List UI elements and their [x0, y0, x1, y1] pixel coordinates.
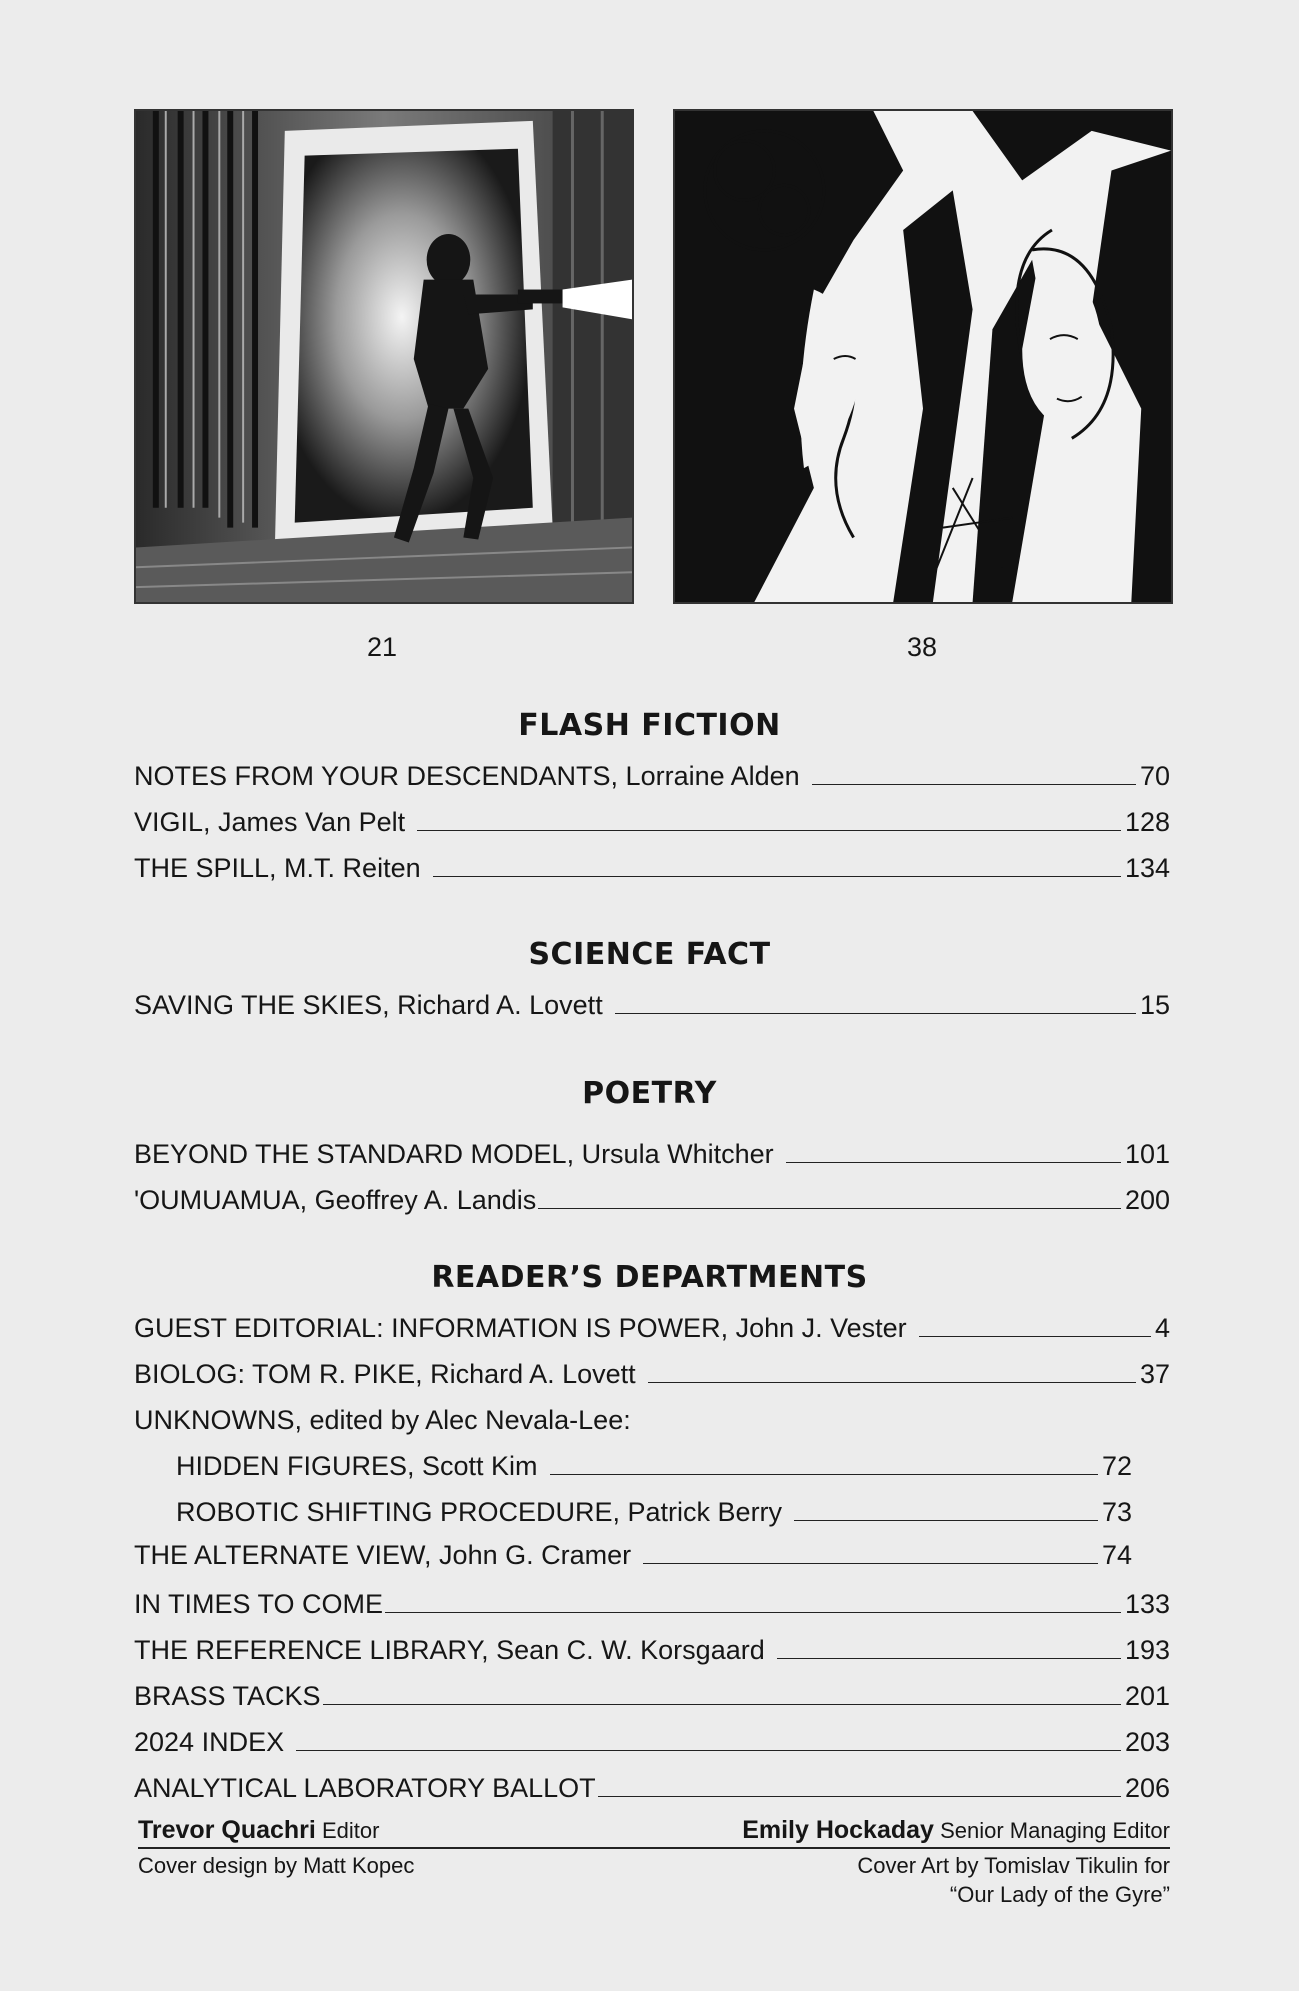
toc-entry-page: 206	[1124, 1773, 1170, 1803]
toc-entry[interactable]	[134, 1770, 1170, 1804]
toc-subentry[interactable]	[176, 1448, 1132, 1482]
toc-entry[interactable]	[134, 1724, 1170, 1758]
toc-entry-page: 70	[1139, 761, 1170, 791]
toc-entry-page: 128	[1124, 807, 1170, 837]
editor-name: Trevor Quachri	[138, 1816, 316, 1844]
toc-entry[interactable]	[134, 1182, 1170, 1216]
toc-entry-title: 'OUMUAMUA, Geoffrey A. Landis	[134, 1185, 537, 1215]
illustration-armored-figure	[134, 109, 634, 604]
toc-entry[interactable]	[134, 1356, 1170, 1390]
illustration-page-number: 21	[366, 632, 398, 662]
toc-entry-page: 4	[1154, 1313, 1170, 1343]
toc-entry-title: THE ALTERNATE VIEW, John G. Cramer	[134, 1540, 632, 1570]
toc-entry[interactable]	[134, 1586, 1170, 1620]
editor-credit	[138, 1816, 379, 1845]
toc-entry-page: 15	[1139, 990, 1170, 1020]
toc-entry-page: 101	[1124, 1139, 1170, 1169]
leader-line	[786, 1162, 1121, 1163]
toc-entry-page: 73	[1101, 1497, 1132, 1527]
toc-entry[interactable]	[134, 1632, 1170, 1666]
toc-entry-title: BRASS TACKS	[134, 1681, 321, 1711]
leader-line	[615, 1013, 1136, 1014]
editor-role: Editor	[321, 1818, 380, 1843]
toc-entry-page: 72	[1101, 1451, 1132, 1481]
toc-entry-title: BIOLOG: TOM R. PIKE, Richard A. Lovett	[134, 1359, 636, 1389]
toc-entry-title: UNKNOWNS, edited by Alec Nevala-Lee:	[134, 1405, 631, 1435]
toc-entry-page: 133	[1124, 1589, 1170, 1619]
cover-art-credit-line2: “Our Lady of the Gyre”	[949, 1882, 1170, 1907]
leader-line	[538, 1208, 1121, 1209]
illustration-two-faces	[673, 109, 1173, 604]
toc-entry-title: IN TIMES TO COME	[134, 1589, 384, 1619]
toc-entry-title: THE SPILL, M.T. Reiten	[134, 853, 421, 883]
leader-line	[417, 830, 1121, 831]
leader-line	[812, 784, 1136, 785]
section-heading-readers-departments: READER’S DEPARTMENTS	[431, 1260, 868, 1295]
toc-entry-title: ANALYTICAL LABORATORY BALLOT	[134, 1773, 596, 1803]
toc-entry-page: 200	[1124, 1185, 1170, 1215]
toc-entry-title: ROBOTIC SHIFTING PROCEDURE, Patrick Berry	[176, 1497, 783, 1527]
section-heading-science-fact: SCIENCE FACT	[528, 937, 771, 972]
toc-entry[interactable]	[134, 804, 1170, 838]
toc-entry[interactable]	[134, 1678, 1170, 1712]
masthead-divider	[138, 1847, 1170, 1849]
toc-entry[interactable]	[134, 987, 1170, 1021]
leader-line	[648, 1382, 1136, 1383]
leader-line	[433, 876, 1121, 877]
leader-line	[919, 1336, 1151, 1337]
section-heading-poetry: POETRY	[582, 1076, 717, 1111]
cover-art-credit-line1: Cover Art by Tomislav Tikulin for	[857, 1853, 1170, 1878]
toc-subentry[interactable]	[176, 1494, 1132, 1528]
leader-line	[598, 1796, 1121, 1797]
toc-entry-title: 2024 INDEX	[134, 1727, 285, 1757]
toc-entry[interactable]	[134, 1136, 1170, 1170]
toc-entry-page: 37	[1139, 1359, 1170, 1389]
managing-editor-name: Emily Hockaday	[742, 1816, 934, 1844]
toc-entry-title: GUEST EDITORIAL: INFORMATION IS POWER, John J. Vester	[134, 1313, 907, 1343]
section-heading-flash-fiction: FLASH FICTION	[518, 708, 781, 743]
toc-entry-group-heading	[134, 1402, 1170, 1436]
leader-line	[777, 1658, 1121, 1659]
toc-entry-page: 134	[1124, 853, 1170, 883]
toc-entry[interactable]	[134, 1310, 1170, 1344]
toc-entry[interactable]	[134, 758, 1170, 792]
toc-entry-title: NOTES FROM YOUR DESCENDANTS, Lorraine Alden	[134, 761, 800, 791]
leader-line	[323, 1704, 1121, 1705]
toc-entry-title: VIGIL, James Van Pelt	[134, 807, 406, 837]
toc-entry-title: SAVING THE SKIES, Richard A. Lovett	[134, 990, 603, 1020]
toc-entry-title: BEYOND THE STANDARD MODEL, Ursula Whitcher	[134, 1139, 774, 1169]
leader-line	[794, 1520, 1098, 1521]
managing-editor-credit	[742, 1816, 1170, 1845]
managing-editor-role: Senior Managing Editor	[940, 1818, 1170, 1843]
toc-entry-title: THE REFERENCE LIBRARY, Sean C. W. Korsgaard	[134, 1635, 765, 1665]
toc-entry-page: 74	[1101, 1540, 1132, 1570]
toc-entry[interactable]	[134, 850, 1170, 884]
toc-entry[interactable]	[134, 1537, 1132, 1571]
illustration-page-number: 38	[906, 632, 938, 662]
leader-line	[550, 1474, 1098, 1475]
toc-entry-title: HIDDEN FIGURES, Scott Kim	[176, 1451, 538, 1481]
toc-entry-page: 201	[1124, 1681, 1170, 1711]
leader-line	[296, 1750, 1121, 1751]
cover-design-credit: Cover design by Matt Kopec	[138, 1853, 415, 1878]
toc-entry-page: 203	[1124, 1727, 1170, 1757]
toc-entry-page: 193	[1124, 1635, 1170, 1665]
leader-line	[643, 1563, 1098, 1564]
leader-line	[385, 1612, 1121, 1613]
